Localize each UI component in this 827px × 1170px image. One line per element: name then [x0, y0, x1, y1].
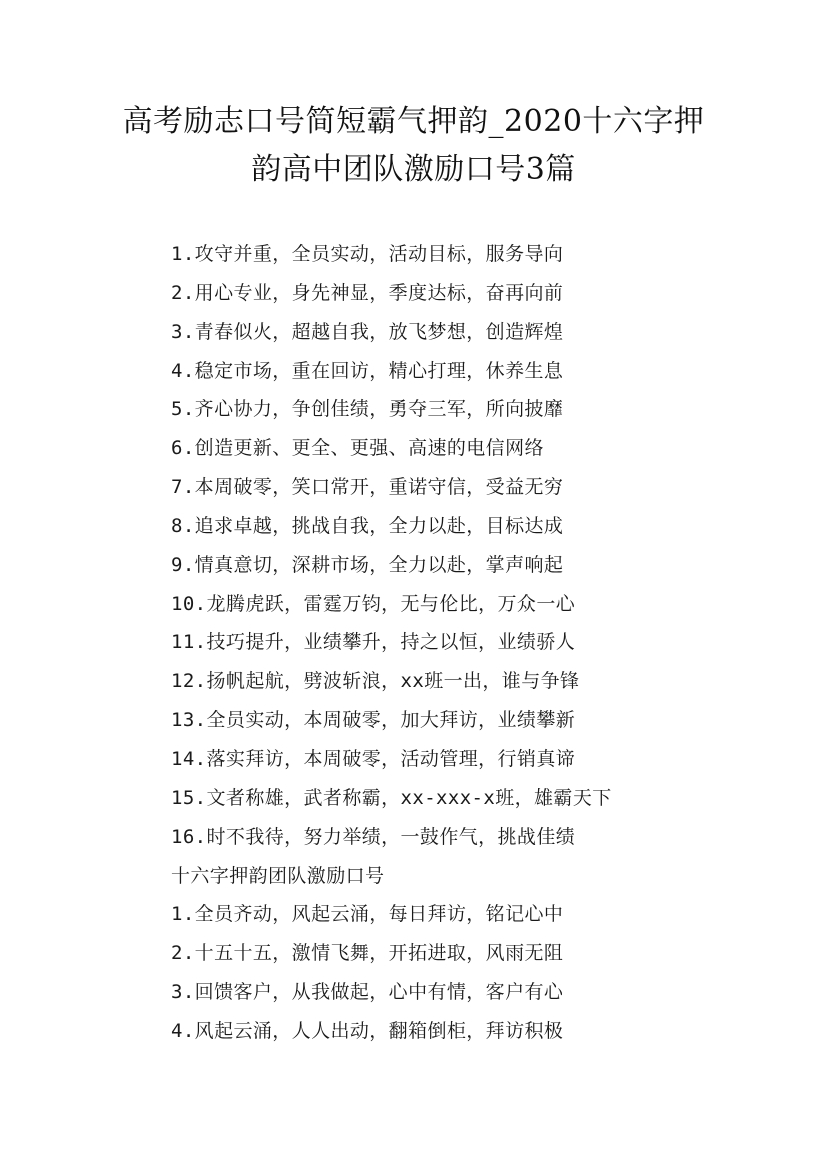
- slogan-line: 3.青春似火，超越自我，放飞梦想，创造辉煌: [171, 320, 564, 343]
- slogan-line: 16.时不我待，努力举绩，一鼓作气，挑战佳绩: [171, 825, 576, 848]
- slogan-line: 1.全员齐动，风起云涌，每日拜访，铭记心中: [171, 903, 564, 926]
- slogan-line: 14.落实拜访，本周破零，活动管理，行销真谛: [171, 747, 576, 770]
- slogan-line: 2.用心专业，身先神显，季度达标，奋再向前: [171, 281, 564, 304]
- slogan-line: 8.追求卓越，挑战自我，全力以赴，目标达成: [171, 514, 564, 537]
- title-line-1: 高考励志口号简短霸气押韵_2020十六字押: [122, 104, 705, 139]
- slogan-line: 4.稳定市场，重在回访，精心打理，休养生息: [171, 359, 564, 382]
- slogan-line: 6.创造更新、更全、更强、高速的电信网络: [171, 437, 544, 460]
- slogan-line: 4.风起云涌，人人出动，翻箱倒柜，拜访积极: [171, 1019, 564, 1042]
- slogan-line: 5.齐心协力，争创佳绩，勇夺三军，所向披靡: [171, 398, 564, 421]
- slogan-line: 7.本周破零，笑口常开，重诺守信，受益无穷: [171, 476, 564, 499]
- slogan-line: 2.十五十五，激情飞舞，开拓进取，风雨无阻: [171, 942, 564, 965]
- slogan-line: 13.全员实动，本周破零，加大拜访，业绩攀新: [171, 709, 576, 732]
- title-line-2: 韵高中团队激励口号3篇: [251, 152, 576, 187]
- slogan-line: 12.扬帆起航，劈波斩浪，xx班一出，谁与争锋: [171, 670, 580, 693]
- section-heading: 十六字押韵团队激励口号: [171, 864, 385, 887]
- slogan-line: 9.情真意切，深耕市场，全力以赴，掌声响起: [171, 553, 564, 576]
- document-title: [100, 98, 727, 194]
- slogan-line: 11.技巧提升，业绩攀升，持之以恒，业绩骄人: [171, 631, 576, 654]
- slogan-line: 10.龙腾虎跃，雷霆万钧，无与伦比，万众一心: [171, 592, 576, 615]
- slogan-list: [171, 235, 691, 1051]
- slogan-line: 1.攻守并重，全员实动，活动目标，服务导向: [171, 243, 564, 265]
- slogan-line: 3.回馈客户，从我做起，心中有情，客户有心: [171, 981, 564, 1004]
- slogan-line: 15.文者称雄，武者称霸，xx-xxx-x班，雄霸天下: [171, 786, 612, 809]
